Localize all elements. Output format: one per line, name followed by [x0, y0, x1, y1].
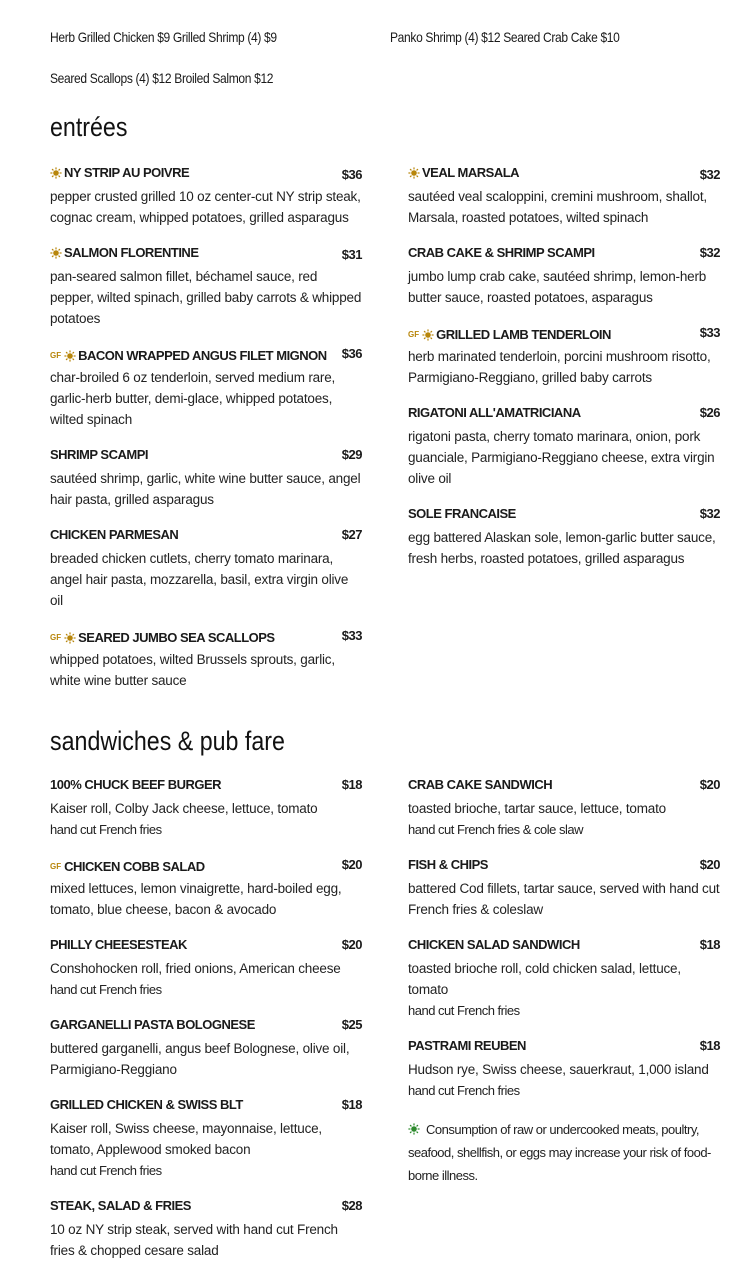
menu-item-header	[50, 857, 362, 878]
menu-item-description: toasted brioche roll, cold chicken salad, lettuce, tomato	[408, 961, 681, 997]
menu-item-title: CHICKEN COBB SALAD	[64, 859, 205, 874]
menu-item-price: $18	[341, 777, 362, 792]
menu-item-price: $18	[699, 1038, 720, 1053]
menu-item-description: egg battered Alaskan sole, lemon-garlic butter sauce, fresh herbs, roasted potatoes, grilled asparagus	[408, 530, 716, 566]
menu-item-description: jumbo lump crab cake, sautéed shrimp, lemon-herb butter sauce, roasted potatoes, asparagus	[408, 269, 707, 305]
menu-item-name	[50, 348, 327, 363]
menu-item-name	[50, 1198, 191, 1213]
sandwiches-right-column	[408, 777, 720, 1278]
menu-item-header	[50, 1097, 362, 1118]
menu-item	[408, 405, 720, 489]
sandwiches-menu	[50, 777, 720, 1278]
menu-item-name	[408, 1038, 526, 1053]
menu-item-title: VEAL MARSALA	[422, 165, 520, 180]
menu-item-header	[50, 527, 362, 548]
menu-item-name	[50, 777, 221, 792]
menu-item	[408, 245, 720, 308]
menu-item	[50, 1097, 362, 1181]
menu-item-title: SEARED JUMBO SEA SCALLOPS	[78, 630, 275, 645]
menu-item-description: Kaiser roll, Colby Jack cheese, lettuce, tomato	[50, 801, 318, 816]
chef-special-icon	[408, 167, 420, 179]
raw-food-notice	[408, 1118, 720, 1187]
menu-item-name	[408, 327, 611, 342]
menu-item	[50, 527, 362, 611]
gluten-free-badge: GF	[408, 330, 420, 339]
gluten-free-badge: GF	[50, 351, 62, 360]
menu-item-description: 10 oz NY strip steak, served with hand cut French fries & chopped cesare salad	[50, 1222, 338, 1258]
menu-item-price: $36	[341, 166, 362, 182]
menu-item-description: herb marinated tenderloin, porcini mushroom risotto, Parmigiano-Reggiano, grilled baby carrots	[408, 349, 711, 385]
menu-item-price: $32	[699, 245, 720, 260]
menu-item-description: rigatoni pasta, cherry tomato marinara, onion, pork guanciale, Parmigiano-Reggiano cheese, extra virgin olive oil	[408, 429, 715, 486]
menu-item-name	[50, 937, 187, 952]
menu-item-description: breaded chicken cutlets, cherry tomato marinara, angel hair pasta, mozzarella, basil, extra virgin olive oil	[50, 551, 349, 608]
menu-item-title: CHICKEN PARMESAN	[50, 527, 179, 542]
menu-item-header	[408, 1038, 720, 1059]
menu-item	[408, 325, 720, 388]
addon-row	[50, 16, 730, 57]
menu-item-description: Conshohocken roll, fried onions, American cheese	[50, 961, 341, 976]
menu-item-title: GRILLED LAMB TENDERLOIN	[436, 327, 611, 342]
menu-item-price: $26	[699, 405, 720, 420]
menu-item-description: Kaiser roll, Swiss cheese, mayonnaise, lettuce, tomato, Applewood smoked bacon	[50, 1121, 322, 1157]
chef-special-icon	[50, 247, 62, 259]
entrees-left-column	[50, 165, 362, 708]
gluten-free-badge: GF	[50, 633, 62, 642]
menu-item-name	[408, 405, 581, 420]
menu-item-price: $20	[341, 937, 362, 952]
menu-item-title: GRILLED CHICKEN & SWISS BLT	[50, 1097, 243, 1112]
menu-item-header	[50, 447, 362, 468]
menu-item-name	[50, 165, 189, 180]
add-protein-list	[50, 16, 730, 98]
entrees-section-title: entrées	[50, 112, 128, 142]
menu-item	[408, 857, 720, 920]
menu-item	[408, 777, 720, 840]
menu-item-description: buttered garganelli, angus beef Bolognese, olive oil, Parmigiano-Reggiano	[50, 1041, 350, 1077]
menu-item-price: $32	[699, 506, 720, 521]
menu-item-header	[408, 857, 720, 878]
menu-item	[50, 245, 362, 329]
menu-item-price: $33	[699, 325, 720, 340]
menu-item-description: whipped potatoes, wilted Brussels sprouts, garlic, white wine butter sauce	[50, 652, 335, 688]
menu-item-name	[408, 165, 519, 180]
menu-item	[408, 1038, 720, 1101]
menu-item-side: hand cut French fries	[50, 982, 162, 997]
menu-item-header	[408, 325, 720, 346]
addon-text: Seared Scallops (4) $12 Broiled Salmon $12	[50, 69, 274, 86]
menu-item-side: hand cut French fries	[50, 822, 162, 837]
menu-item-price: $18	[341, 1097, 362, 1112]
menu-item-title: BACON WRAPPED ANGUS FILET MIGNON	[78, 348, 327, 363]
menu-item	[50, 1017, 362, 1080]
menu-item-price: $36	[341, 346, 362, 361]
menu-item-header	[408, 777, 720, 798]
chef-special-icon	[50, 167, 62, 179]
menu-item-name	[408, 245, 595, 260]
menu-item-description: toasted brioche, tartar sauce, lettuce, tomato	[408, 801, 666, 816]
menu-item-description: Hudson rye, Swiss cheese, sauerkraut, 1,000 island	[408, 1062, 709, 1077]
menu-item-title: RIGATONI ALL'AMATRICIANA	[408, 405, 581, 420]
menu-item-header	[408, 405, 720, 426]
menu-item	[408, 165, 720, 228]
menu-item-title: SHRIMP SCAMPI	[50, 447, 148, 462]
menu-item-name	[50, 527, 178, 542]
menu-item	[408, 506, 720, 569]
menu-item-price: $27	[341, 527, 362, 542]
menu-item-header	[50, 346, 362, 367]
menu-item-price: $33	[341, 628, 362, 643]
menu-item-description: char-broiled 6 oz tenderloin, served medium rare, garlic-herb butter, demi-glace, whipped potatoes, wilted spinach	[50, 370, 336, 427]
raw-warning-icon	[408, 1123, 420, 1135]
menu-item-price: $25	[341, 1017, 362, 1032]
sandwiches-left-column	[50, 777, 362, 1278]
menu-item-title: PASTRAMI REUBEN	[408, 1038, 526, 1053]
menu-item-description: battered Cod fillets, tartar sauce, served with hand cut French fries & coleslaw	[408, 881, 720, 917]
menu-item-price: $29	[341, 447, 362, 462]
menu-item	[50, 447, 362, 510]
menu-item-price: $28	[341, 1198, 362, 1213]
menu-item-name	[50, 630, 275, 645]
chef-special-icon	[64, 632, 76, 644]
addon-row	[50, 57, 730, 98]
menu-item-title: PHILLY CHEESESTEAK	[50, 937, 187, 952]
menu-item-title: SALMON FLORENTINE	[64, 245, 199, 260]
menu-item-title: GARGANELLI PASTA BOLOGNESE	[50, 1017, 255, 1032]
menu-item-header	[408, 165, 720, 186]
menu-item-description: mixed lettuces, lemon vinaigrette, hard-boiled egg, tomato, blue cheese, bacon & avocado	[50, 881, 342, 917]
menu-item	[50, 165, 362, 228]
menu-item-title: 100% CHUCK BEEF BURGER	[50, 777, 222, 792]
menu-item	[408, 937, 720, 1021]
menu-item-side: hand cut French fries & cole slaw	[408, 822, 583, 837]
menu-item-name	[408, 777, 552, 792]
menu-item-price: $20	[699, 857, 720, 872]
menu-item-name	[50, 859, 205, 874]
menu-item-description: pepper crusted grilled 10 oz center-cut NY strip steak, cognac cream, whipped potatoes, grilled asparagus	[50, 189, 361, 225]
menu-item	[50, 628, 362, 691]
menu-item-name	[50, 1017, 255, 1032]
menu-item-header	[408, 506, 720, 527]
entrees-right-column	[408, 165, 720, 708]
menu-item-side: hand cut French fries	[408, 1083, 520, 1098]
menu-item	[50, 857, 362, 920]
menu-item-price: $32	[699, 166, 720, 182]
menu-item-header	[50, 1017, 362, 1038]
menu-item-name	[50, 245, 199, 260]
menu-item-header	[408, 245, 720, 266]
menu-item	[50, 777, 362, 840]
menu-item-title: CRAB CAKE SANDWICH	[408, 777, 553, 792]
menu-item-name	[408, 857, 488, 872]
menu-item	[50, 346, 362, 430]
menu-item-title: CRAB CAKE & SHRIMP SCAMPI	[408, 245, 595, 260]
menu-item-header	[408, 937, 720, 958]
menu-item	[50, 1198, 362, 1261]
notice-text: Consumption of raw or undercooked meats, poultry, seafood, shellfish, or eggs may increase your risk of food-borne illness.	[408, 1122, 711, 1183]
sandwiches-section-title: sandwiches & pub fare	[50, 726, 285, 756]
menu-item-title: FISH & CHIPS	[408, 857, 488, 872]
menu-item-name	[408, 937, 580, 952]
menu-item	[50, 937, 362, 1000]
entrees-menu	[50, 165, 720, 708]
menu-item-header	[50, 777, 362, 798]
menu-item-price: $20	[341, 857, 362, 872]
menu-item-header	[50, 628, 362, 649]
menu-item-description: pan-seared salmon fillet, béchamel sauce, red pepper, wilted spinach, grilled baby carrots & whipped potatoes	[50, 269, 362, 326]
menu-item-title: CHICKEN SALAD SANDWICH	[408, 937, 580, 952]
menu-item-price: $31	[341, 246, 362, 262]
menu-item-name	[408, 506, 516, 521]
menu-item-description: sautéed shrimp, garlic, white wine butter sauce, angel hair pasta, grilled asparagus	[50, 471, 361, 507]
menu-item-title: NY STRIP AU POIVRE	[64, 165, 190, 180]
menu-item-header	[50, 937, 362, 958]
menu-item-side: hand cut French fries	[50, 1163, 162, 1178]
menu-item-price: $20	[699, 777, 720, 792]
menu-item-price: $18	[699, 937, 720, 952]
chef-special-icon	[422, 329, 434, 341]
menu-item-header	[50, 1198, 362, 1219]
menu-item-header	[50, 245, 362, 266]
menu-item-description: sautéed veal scaloppini, cremini mushroom, shallot, Marsala, roasted potatoes, wilted spinach	[408, 189, 707, 225]
addon-text: Herb Grilled Chicken $9 Grilled Shrimp (4) $9	[50, 28, 277, 45]
chef-special-icon	[64, 350, 76, 362]
menu-item-title: STEAK, SALAD & FRIES	[50, 1198, 191, 1213]
menu-item-name	[50, 447, 148, 462]
addon-text: Panko Shrimp (4) $12 Seared Crab Cake $10	[390, 28, 620, 45]
menu-item-name	[50, 1097, 243, 1112]
menu-item-side: hand cut French fries	[408, 1003, 520, 1018]
menu-item-title: SOLE FRANCAISE	[408, 506, 516, 521]
menu-item-header	[50, 165, 362, 186]
gluten-free-badge: GF	[50, 862, 62, 871]
